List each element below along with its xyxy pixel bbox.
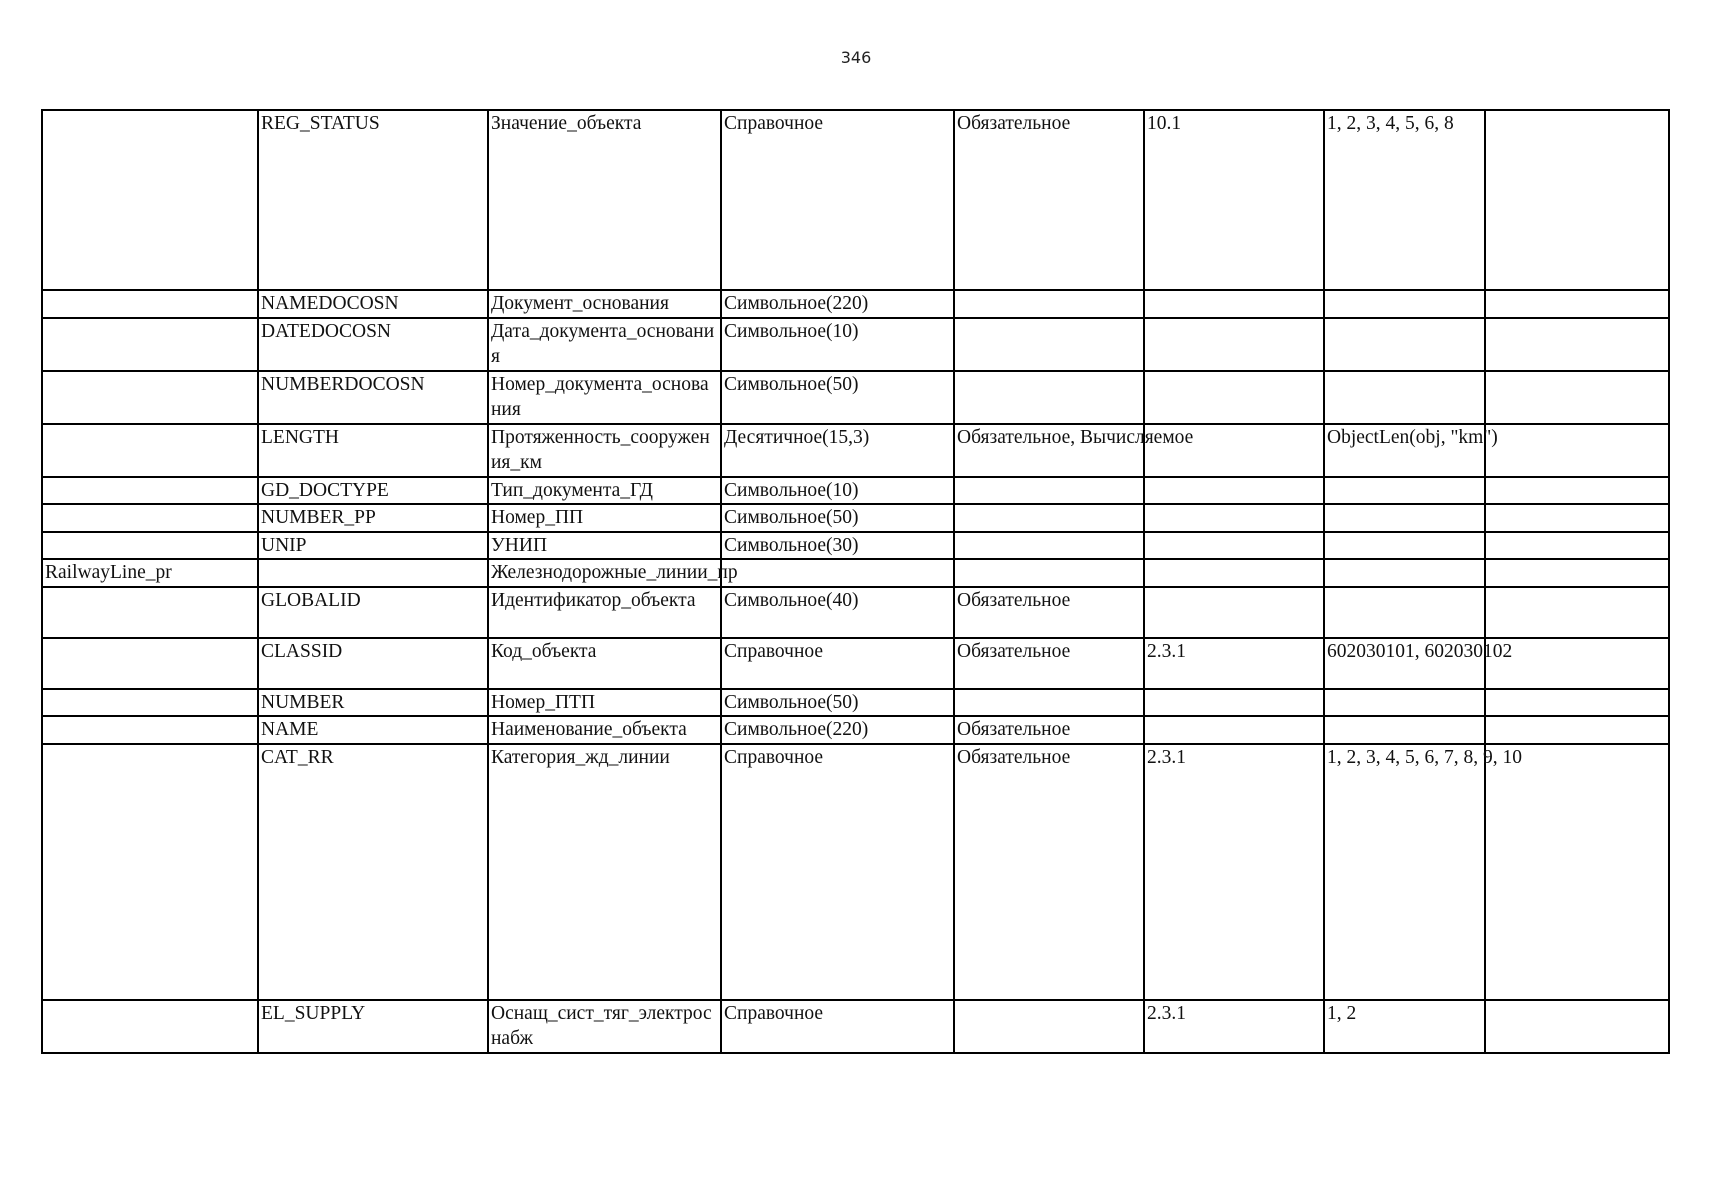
cell-values	[1324, 716, 1485, 744]
cell-class: RailwayLine_pr	[42, 559, 258, 587]
cell-class	[42, 744, 258, 1000]
cell-type: Символьное(10)	[721, 318, 954, 371]
cell-field-name: GLOBALID	[258, 587, 488, 638]
cell-class	[42, 371, 258, 424]
cell-requirement: Обязательное	[954, 110, 1144, 290]
cell-note	[1485, 716, 1669, 744]
cell-class	[42, 638, 258, 689]
cell-values: 602030101, 602030102	[1324, 638, 1485, 689]
cell-alias: Номер_ПТП	[488, 689, 721, 717]
cell-values	[1324, 318, 1485, 371]
cell-type: Символьное(50)	[721, 689, 954, 717]
cell-note	[1485, 744, 1669, 1000]
cell-requirement	[954, 371, 1144, 424]
cell-reference	[1144, 477, 1324, 505]
cell-requirement	[954, 504, 1144, 532]
cell-field-name: NUMBER_PP	[258, 504, 488, 532]
cell-values	[1324, 290, 1485, 318]
cell-field-name: UNIP	[258, 532, 488, 560]
cell-field-name: CLASSID	[258, 638, 488, 689]
cell-alias: Значение_объекта	[488, 110, 721, 290]
cell-reference: 2.3.1	[1144, 1000, 1324, 1053]
cell-type: Справочное	[721, 1000, 954, 1053]
cell-alias: Категория_жд_линии	[488, 744, 721, 1000]
cell-values: ObjectLen(obj, "km")	[1324, 424, 1485, 477]
cell-note	[1485, 110, 1669, 290]
cell-note	[1485, 1000, 1669, 1053]
cell-note	[1485, 532, 1669, 560]
cell-note	[1485, 689, 1669, 717]
cell-alias: Протяженность_сооружения_км	[488, 424, 721, 477]
cell-requirement	[954, 559, 1144, 587]
table-row	[42, 532, 1669, 560]
cell-requirement	[954, 290, 1144, 318]
cell-values: 1, 2, 3, 4, 5, 6, 8	[1324, 110, 1485, 290]
attribute-table	[41, 109, 1670, 1054]
cell-field-name: NAMEDOCOSN	[258, 290, 488, 318]
cell-field-name	[258, 559, 488, 587]
table-row	[42, 587, 1669, 638]
cell-class	[42, 1000, 258, 1053]
cell-values	[1324, 532, 1485, 560]
cell-requirement	[954, 532, 1144, 560]
cell-field-name: REG_STATUS	[258, 110, 488, 290]
cell-requirement	[954, 1000, 1144, 1053]
cell-type	[721, 559, 954, 587]
cell-requirement	[954, 318, 1144, 371]
table-row	[42, 689, 1669, 717]
cell-alias: Номер_ПП	[488, 504, 721, 532]
cell-reference	[1144, 504, 1324, 532]
cell-alias: УНИП	[488, 532, 721, 560]
cell-reference	[1144, 371, 1324, 424]
cell-class	[42, 110, 258, 290]
cell-requirement	[954, 477, 1144, 505]
cell-requirement: Обязательное, Вычисляемое	[954, 424, 1144, 477]
cell-field-name: NUMBERDOCOSN	[258, 371, 488, 424]
cell-type: Символьное(220)	[721, 716, 954, 744]
table-row	[42, 559, 1669, 587]
cell-note	[1485, 290, 1669, 318]
cell-type: Символьное(10)	[721, 477, 954, 505]
cell-type: Справочное	[721, 110, 954, 290]
cell-alias: Документ_основания	[488, 290, 721, 318]
cell-values	[1324, 587, 1485, 638]
cell-class	[42, 716, 258, 744]
cell-note	[1485, 559, 1669, 587]
cell-reference	[1144, 587, 1324, 638]
cell-requirement	[954, 689, 1144, 717]
cell-requirement: Обязательное	[954, 638, 1144, 689]
cell-alias: Оснащ_сист_тяг_электроснабж	[488, 1000, 721, 1053]
cell-field-name: DATEDOCOSN	[258, 318, 488, 371]
table-row	[42, 424, 1669, 477]
table-row	[42, 504, 1669, 532]
table-row	[42, 318, 1669, 371]
table-row	[42, 638, 1669, 689]
cell-note	[1485, 504, 1669, 532]
cell-class	[42, 504, 258, 532]
cell-type: Десятичное(15,3)	[721, 424, 954, 477]
cell-field-name: EL_SUPPLY	[258, 1000, 488, 1053]
cell-field-name: LENGTH	[258, 424, 488, 477]
page-number: 346	[840, 48, 872, 67]
cell-note	[1485, 638, 1669, 689]
table-row	[42, 744, 1669, 1000]
cell-field-name: NUMBER	[258, 689, 488, 717]
cell-class	[42, 689, 258, 717]
cell-alias: Код_объекта	[488, 638, 721, 689]
cell-values	[1324, 371, 1485, 424]
cell-type: Справочное	[721, 744, 954, 1000]
cell-requirement: Обязательное	[954, 744, 1144, 1000]
cell-values: 1, 2, 3, 4, 5, 6, 7, 8, 9, 10	[1324, 744, 1485, 1000]
cell-class	[42, 424, 258, 477]
cell-type: Символьное(30)	[721, 532, 954, 560]
cell-alias: Идентификатор_объекта	[488, 587, 721, 638]
cell-reference	[1144, 532, 1324, 560]
cell-alias: Наименование_объекта	[488, 716, 721, 744]
table-row	[42, 371, 1669, 424]
cell-note	[1485, 587, 1669, 638]
table-row	[42, 716, 1669, 744]
cell-reference	[1144, 716, 1324, 744]
cell-reference	[1144, 559, 1324, 587]
cell-field-name: CAT_RR	[258, 744, 488, 1000]
cell-requirement: Обязательное	[954, 716, 1144, 744]
cell-class	[42, 290, 258, 318]
cell-class	[42, 532, 258, 560]
cell-reference: 2.3.1	[1144, 744, 1324, 1000]
cell-alias: Номер_документа_основания	[488, 371, 721, 424]
cell-values	[1324, 559, 1485, 587]
cell-values: 1, 2	[1324, 1000, 1485, 1053]
cell-reference	[1144, 689, 1324, 717]
cell-note	[1485, 371, 1669, 424]
cell-note	[1485, 424, 1669, 477]
cell-field-name: GD_DOCTYPE	[258, 477, 488, 505]
table-row	[42, 110, 1669, 290]
cell-reference	[1144, 290, 1324, 318]
cell-requirement: Обязательное	[954, 587, 1144, 638]
cell-type: Символьное(40)	[721, 587, 954, 638]
cell-values	[1324, 504, 1485, 532]
table-row	[42, 1000, 1669, 1053]
cell-reference: 2.3.1	[1144, 638, 1324, 689]
cell-note	[1485, 477, 1669, 505]
cell-reference: 10.1	[1144, 110, 1324, 290]
cell-class	[42, 318, 258, 371]
cell-values	[1324, 689, 1485, 717]
cell-type: Символьное(220)	[721, 290, 954, 318]
cell-class	[42, 477, 258, 505]
cell-alias: Тип_документа_ГД	[488, 477, 721, 505]
cell-class	[42, 587, 258, 638]
cell-reference	[1144, 318, 1324, 371]
cell-alias: Дата_документа_основания	[488, 318, 721, 371]
cell-values	[1324, 477, 1485, 505]
cell-type: Справочное	[721, 638, 954, 689]
cell-note	[1485, 318, 1669, 371]
cell-type: Символьное(50)	[721, 371, 954, 424]
cell-alias: Железнодорожные_линии_пр	[488, 559, 721, 587]
table-row	[42, 477, 1669, 505]
cell-field-name: NAME	[258, 716, 488, 744]
table-row	[42, 290, 1669, 318]
cell-type: Символьное(50)	[721, 504, 954, 532]
